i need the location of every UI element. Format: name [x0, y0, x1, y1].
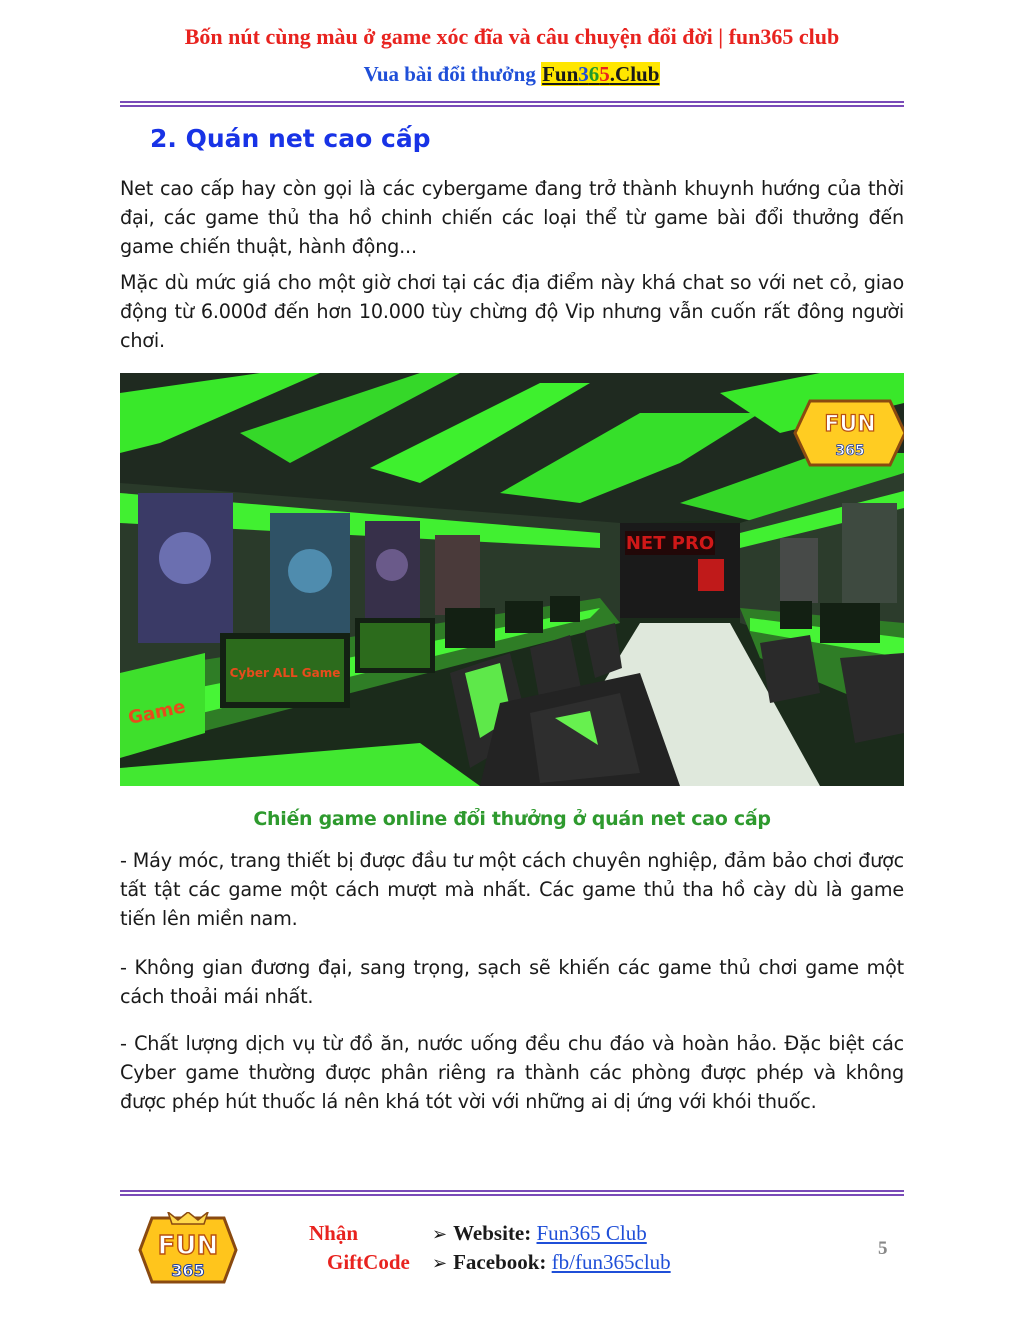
giftcode-label-line1: Nhận: [309, 1221, 359, 1245]
subtitle-text: Vua bài đổi thưởng: [363, 62, 542, 86]
fun365-footer-logo: [138, 1212, 238, 1288]
website-row: [432, 1221, 647, 1246]
brand-part-6: 6: [588, 62, 600, 86]
facebook-row: [432, 1250, 671, 1275]
brand-part-3: 3: [578, 62, 589, 86]
monitor-brand-text: Cyber ALL Game: [229, 666, 341, 680]
bullet-equipment: - Máy móc, trang thiết bị được đầu tư một cách chuyên nghiệp, đảm bảo chơi được tất tật các game một cách mượt mà nhất. Các game thủ tha hồ cày dù là game tiến lên miền nam.: [120, 849, 904, 930]
document-title: Bốn nút cùng màu ở game xóc đĩa và câu chuyện đổi đời | fun365 club: [184, 24, 840, 49]
net-pro-sign: NET PRO: [625, 533, 715, 554]
section-heading: 2. Quán net cao cấp: [150, 124, 431, 153]
brand-part-fun: Fun: [542, 62, 579, 86]
bullet-space: - Không gian đương đại, sang trọng, sạch sẽ khiến các game thủ chơi game một cách thoải mái nhất.: [120, 956, 904, 1008]
price-paragraph: Mặc dù mức giá cho một giờ chơi tại các địa điểm này khá chat so với net cỏ, giao động từ 6.000đ đến hơn 10.000 tùy chừng độ Vip nhưng vẫn cuốn rất đông người chơi.: [120, 271, 904, 352]
footer-divider: [120, 1190, 904, 1196]
header-divider: [120, 101, 904, 107]
giftcode-label-line2: GiftCode: [327, 1250, 410, 1274]
footer-logo-365-text: 365: [171, 1261, 205, 1280]
logo-fun-text: FUN: [824, 412, 876, 437]
website-label: Website:: [453, 1221, 532, 1245]
arrow-bullet-icon: ➢: [432, 1253, 448, 1274]
image-caption: Chiến game online đổi thưởng ở quán net cao cấp: [253, 808, 771, 830]
arrow-bullet-icon: ➢: [432, 1224, 448, 1245]
brand-link[interactable]: [541, 62, 660, 86]
website-link[interactable]: Fun365 Club: [536, 1221, 647, 1245]
bullet-service: - Chất lượng dịch vụ từ đồ ăn, nước uống đều chu đáo và hoàn hảo. Đặc biệt các Cyber game thường được phân riêng ra thành các phòng được phép và không được phép hút thuốc lá nên khá tót vời với những ai dị ứng với khói thuốc.: [120, 1032, 904, 1113]
logo-365-text: 365: [835, 443, 865, 459]
facebook-label: Facebook:: [453, 1250, 547, 1274]
wall-game-text: Game: [126, 696, 188, 729]
footer-logo-fun-text: FUN: [157, 1231, 219, 1261]
cybergame-room-photo: [120, 373, 904, 786]
document-subtitle: [0, 62, 1024, 87]
fun365-logo-watermark: [795, 401, 904, 465]
brand-part-club: .Club: [609, 62, 660, 86]
intro-paragraph: Net cao cấp hay còn gọi là các cybergame đang trở thành khuynh hướng của thời đại, các game thủ tha hồ chinh chiến các loại thể từ game bài đổi thưởng đến game chiến thuật, hành động...: [120, 177, 904, 258]
page-number: 5: [878, 1238, 888, 1259]
facebook-link[interactable]: fb/fun365club: [551, 1250, 671, 1274]
brand-part-5: 5: [599, 62, 610, 86]
